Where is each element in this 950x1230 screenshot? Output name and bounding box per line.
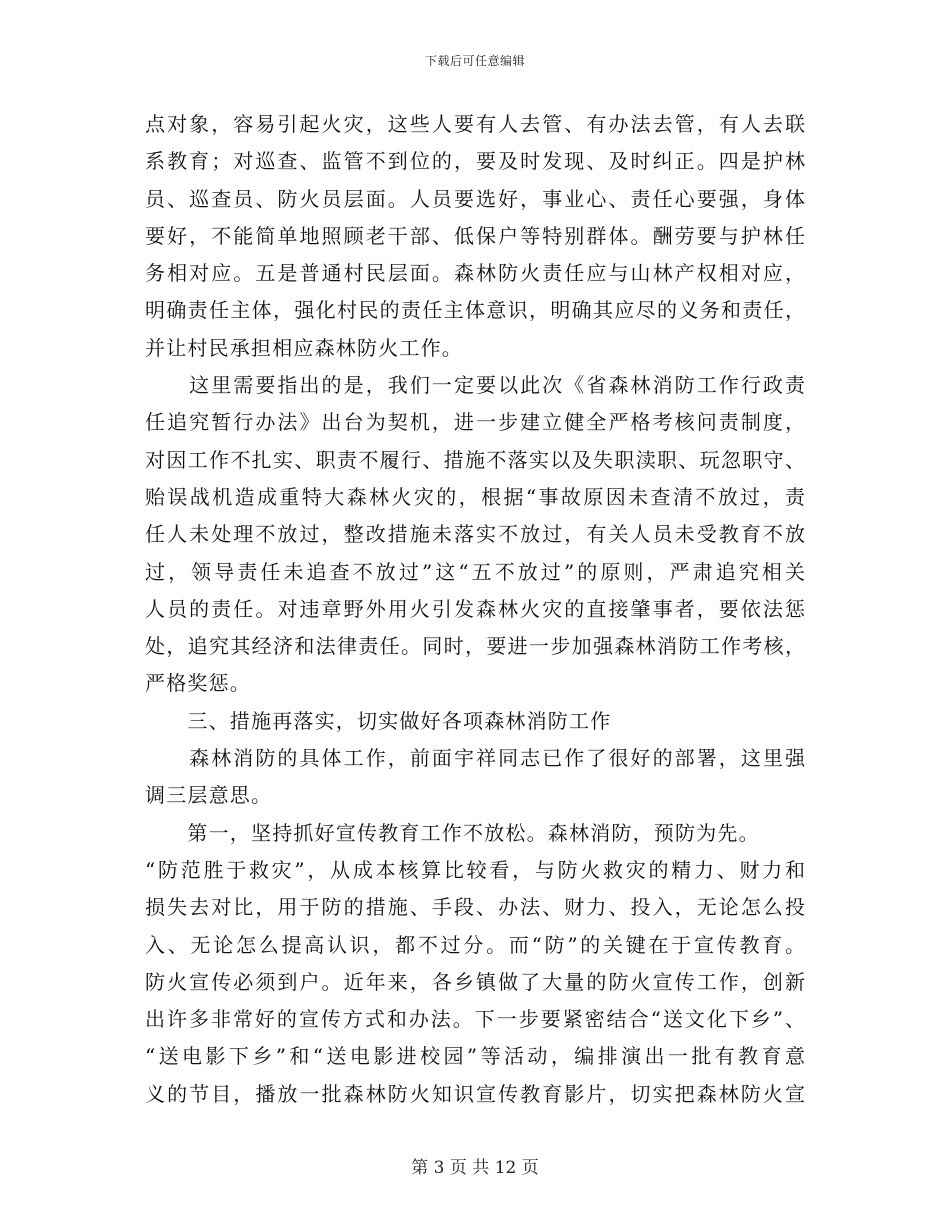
text-line: 对因工作不扎实、职责不履行、措施不落实以及失职渎职、玩忽职守、 xyxy=(145,447,805,472)
text-line: 任人未处理不放过，整改措施未落实不放过，有关人员未受教育不放 xyxy=(145,522,805,547)
text-line: 这里需要指出的是，我们一定要以此次《省森林消防工作行政责 xyxy=(145,373,805,398)
text-line: 森林消防的具体工作，前面宇祥同志已作了很好的部署，这里强 xyxy=(145,746,805,771)
page-header: 下载后可任意编辑 xyxy=(424,54,525,68)
text-line: 严格奖惩。 xyxy=(145,671,251,696)
text-line: 任追究暂行办法》出台为契机，进一步建立健全严格考核问责制度， xyxy=(145,410,805,435)
page-footer: 第 3 页 共 12 页 xyxy=(411,1158,539,1178)
text-line: 调三层意思。 xyxy=(145,783,273,808)
text-line: 员、巡查员、防火员层面。人员要选好，事业心、责任心要强，身体 xyxy=(145,186,805,211)
text-line: 防火宣传必须到户。近年来，各乡镇做了大量的防火宣传工作，创新 xyxy=(145,969,805,994)
text-line: 出许多非常好的宣传方式和办法。下一步要紧密结合“送文化下乡”、 xyxy=(145,1007,805,1032)
text-line: 义的节目，播放一批森林防火知识宣传教育影片，切实把森林防火宣 xyxy=(145,1081,805,1106)
text-line: 人员的责任。对违章野外用火引发森林火灾的直接肇事者，要依法惩 xyxy=(145,596,805,621)
body-text xyxy=(145,106,805,1113)
text-line: 系教育；对巡查、监管不到位的，要及时发现、及时纠正。四是护林 xyxy=(145,149,805,174)
text-line: 损失去对比，用于防的措施、手段、办法、财力、投入，无论怎么投 xyxy=(145,895,805,920)
text-line: 务相对应。五是普通村民层面。森林防火责任应与山林产权相对应， xyxy=(145,261,805,286)
text-line: 过，领导责任未追查不放过”这“五不放过”的原则，严肃追究相关 xyxy=(145,559,805,584)
text-line: 入、无论怎么提高认识，都不过分。而“防”的关键在于宣传教育。 xyxy=(145,932,805,957)
text-line: “送电影下乡”和“送电影进校园”等活动，编排演出一批有教育意 xyxy=(145,1044,805,1069)
text-line: 三、措施再落实，切实做好各项森林消防工作 xyxy=(145,708,612,733)
text-line: “防范胜于救灾”，从成本核算比较看，与防火救灾的精力、财力和 xyxy=(145,857,805,882)
text-line: 要好，不能简单地照顾老干部、低保户等特别群体。酬劳要与护林任 xyxy=(145,223,805,248)
text-line: 点对象，容易引起火灾，这些人要有人去管、有办法去管，有人去联 xyxy=(145,112,805,136)
text-line: 明确责任主体，强化村民的责任主体意识，明确其应尽的义务和责任， xyxy=(145,298,805,323)
text-line: 并让村民承担相应森林防火工作。 xyxy=(145,335,463,360)
text-line: 贻误战机造成重特大森林火灾的，根据“事故原因未查清不放过，责 xyxy=(145,484,805,509)
text-line: 第一，坚持抓好宣传教育工作不放松。森林消防，预防为先。 xyxy=(145,820,760,845)
text-line: 处，追究其经济和法律责任。同时，要进一步加强森林消防工作考核， xyxy=(145,634,805,659)
